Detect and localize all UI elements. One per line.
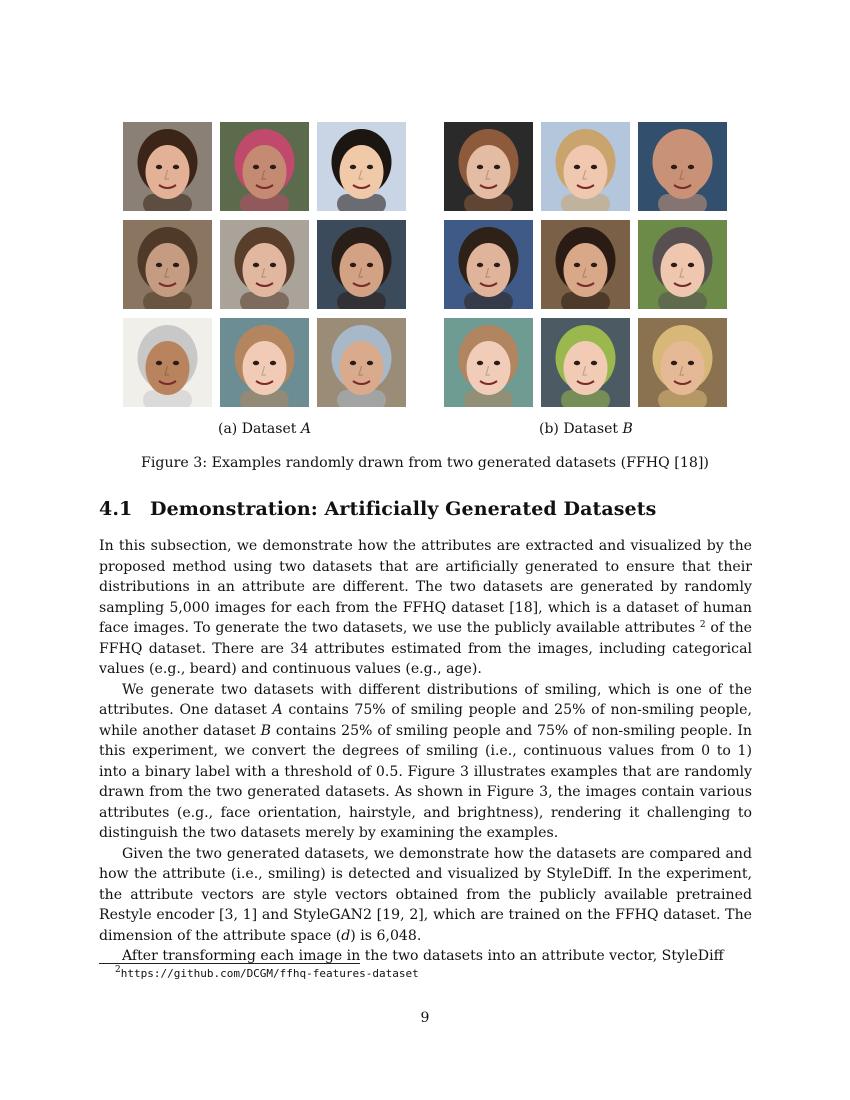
section-title: Demonstration: Artificially Generated Datasets bbox=[150, 498, 657, 520]
dataset-b-image-grid bbox=[444, 122, 727, 407]
dataset-a-face-image-9 bbox=[317, 318, 406, 407]
dataset-b-face-image-7 bbox=[444, 318, 533, 407]
page-number: 9 bbox=[420, 1010, 430, 1026]
dataset-a-face-image-5 bbox=[220, 220, 309, 309]
paragraph-2: We generate two datasets with different distributions of smiling, which is one of the attributes. One dataset A contains 75% of smiling people and 25% of non-smiling people, while another dataset B contains 25% of smiling people and 75% of non-smiling people. In this experiment, we convert the degrees of smiling (i.e., continuous values from 0 to 1) into a binary label with a threshold of 0.5. Figure 3 illustrates examples that are randomly drawn from the two generated datasets. As shown in Figure 3, the images contain various attributes (e.g., face orientation, hairstyle, and brightness), rendering it challenging to distinguish the two datasets merely by examining the examples. bbox=[99, 681, 752, 841]
body-text bbox=[99, 536, 752, 967]
section-number: 4.1 bbox=[99, 498, 133, 520]
footnote bbox=[115, 966, 419, 980]
dataset-a-face-image-8 bbox=[220, 318, 309, 407]
footnote-divider bbox=[99, 963, 360, 964]
paragraph-4: After transforming each image in the two datasets into an attribute vector, StyleDiff bbox=[122, 948, 724, 964]
dataset-b-face-image-5 bbox=[541, 220, 630, 309]
subcaption-dataset-a: (a) Dataset A bbox=[218, 421, 311, 437]
dataset-a-image-grid bbox=[123, 122, 406, 407]
dataset-b-face-image-6 bbox=[638, 220, 727, 309]
dataset-b-face-image-4 bbox=[444, 220, 533, 309]
figure-caption: Figure 3: Examples randomly drawn from two generated datasets (FFHQ [18]) bbox=[141, 455, 709, 471]
footnote-link[interactable]: https://github.com/DCGM/ffhq-features-dataset bbox=[120, 967, 419, 980]
footnote-mark: 2 bbox=[115, 965, 121, 975]
footnote-ref[interactable]: 2 bbox=[699, 620, 706, 630]
dataset-a-face-image-6 bbox=[317, 220, 406, 309]
dataset-b-face-image-9 bbox=[638, 318, 727, 407]
dataset-a-face-image-1 bbox=[123, 122, 212, 211]
section-heading bbox=[99, 498, 656, 520]
dataset-a-face-image-3 bbox=[317, 122, 406, 211]
paragraph-1: In this subsection, we demonstrate how the attributes are extracted and visualized by the proposed method using two datasets that are artificially generated to ensure that their distributions in an attribute are different. The two datasets are generated by randomly sampling 5,000 images for each from the FFHQ dataset [18], which is a dataset of human face images. To generate the two datasets, we use the publicly available attributes $^2$ of the FFHQ dataset. There are 34 attributes estimated from the images, including categorical values (e.g., beard) and continuous values (e.g., age). bbox=[99, 538, 752, 677]
dataset-b-face-image-8 bbox=[541, 318, 630, 407]
dataset-a-face-image-7 bbox=[123, 318, 212, 407]
dataset-a-face-image-4 bbox=[123, 220, 212, 309]
paragraph-3: Given the two generated datasets, we demonstrate how the datasets are compared and how the attribute (i.e., smiling) is detected and visualized by StyleDiff. In the experiment, the attribute vectors are style vectors obtained from the publicly available pretrained Restyle encoder [3, 1] and StyleGAN2 [19, 2], which are trained on the FFHQ dataset. The dimension of the attribute space (d) is 6,048. bbox=[99, 845, 752, 944]
subcaption-dataset-b: (b) Dataset B bbox=[539, 421, 633, 437]
dataset-b-face-image-2 bbox=[541, 122, 630, 211]
dataset-b-face-image-1 bbox=[444, 122, 533, 211]
dataset-a-face-image-2 bbox=[220, 122, 309, 211]
dataset-b-face-image-3 bbox=[638, 122, 727, 211]
